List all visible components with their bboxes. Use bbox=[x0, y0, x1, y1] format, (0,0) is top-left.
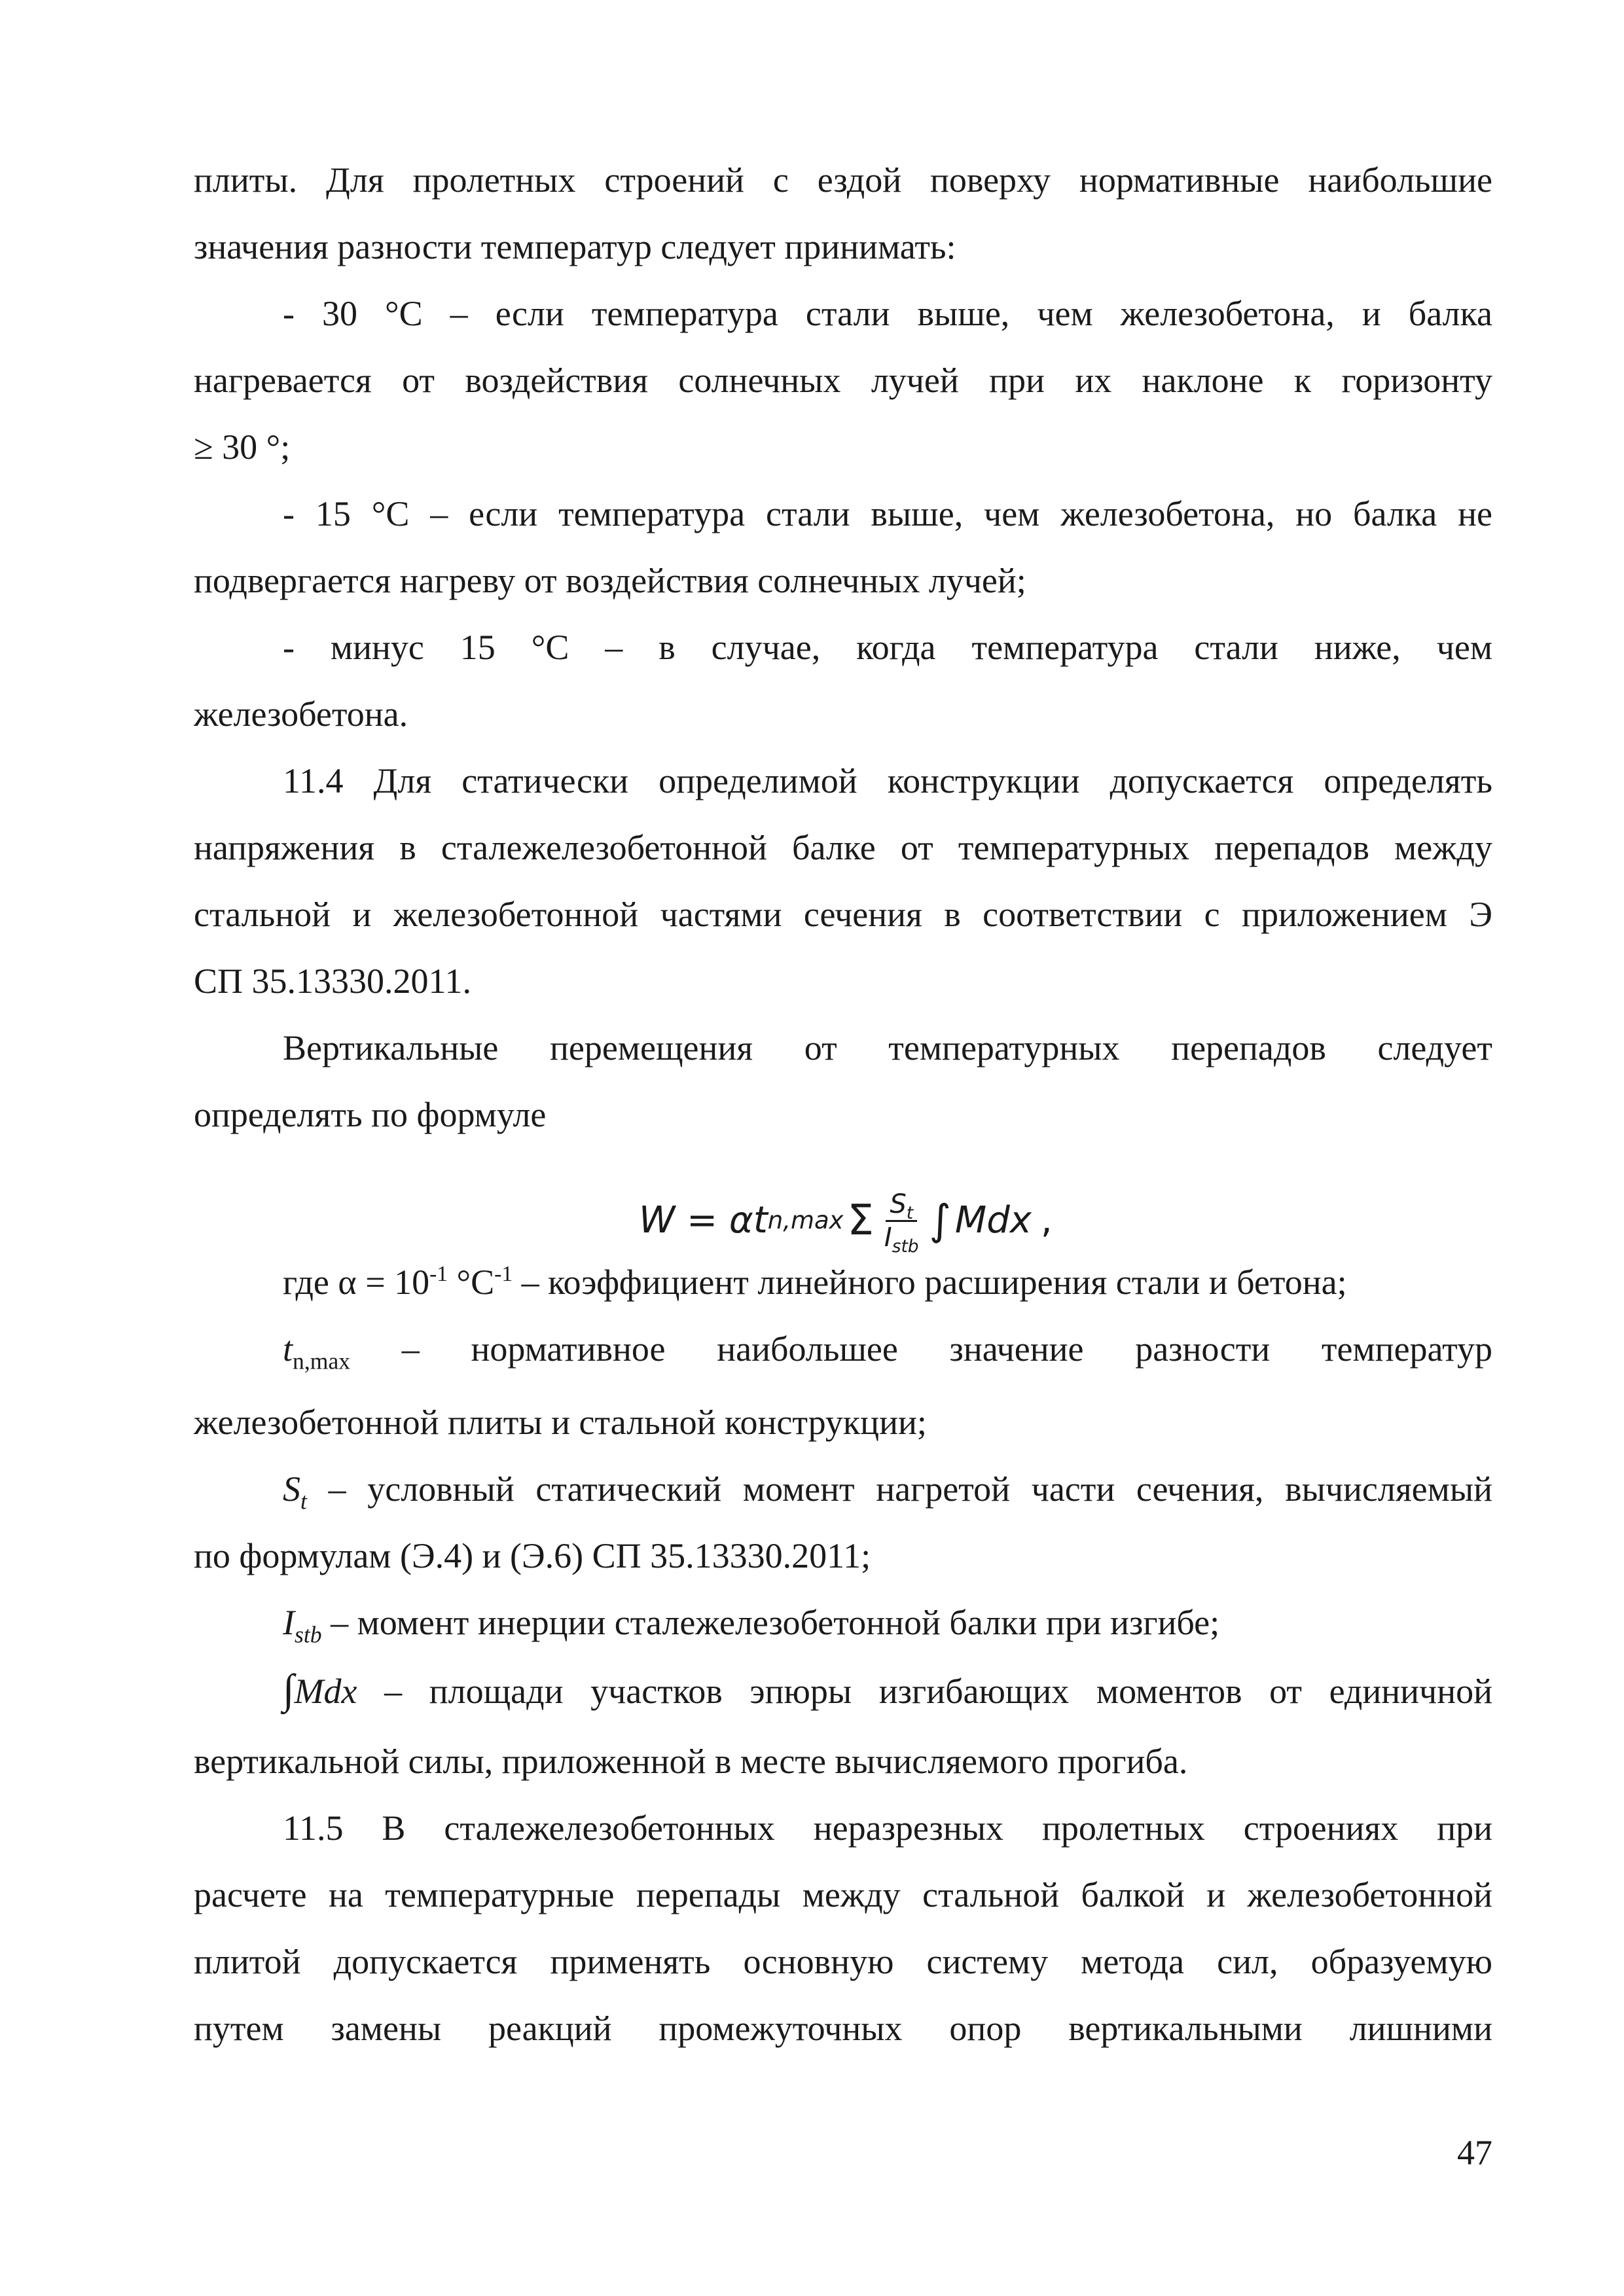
integral-definition: ∫Mdx – площади участков эпюры изгибающих моментов от единичной bbox=[283, 1666, 1492, 1712]
text-line: плиты. Для пролетных строений с ездой поверху нормативные наибольшие bbox=[194, 160, 1492, 200]
page-number: 47 bbox=[1457, 2133, 1492, 2172]
text-line: ≥ 30 °; bbox=[194, 427, 291, 467]
list-item: - 30 °С – если температура стали выше, чем железобетона, и балка bbox=[283, 294, 1492, 333]
text-line: стальной и железобетонной частями сечения в соответствии с приложением Э bbox=[194, 895, 1492, 934]
formula-den: I bbox=[884, 1222, 892, 1253]
t-definition: $t_{n,max}$ – нормативное наибольшее значение разности температур bbox=[283, 1329, 1492, 1374]
text-line: напряжения в сталежелезобетонной балке от температурных перепадов между bbox=[194, 828, 1492, 867]
text-line: вертикальной силы, приложенной в месте вычисляемого прогиба. bbox=[194, 1742, 1188, 1781]
text-line: СП 35.13330.2011. bbox=[194, 961, 472, 1001]
deflection-formula: W = α t n,max Σ $\frac{S_t}{I_{stb}}$ ∫ Mdx , bbox=[639, 1172, 1053, 1270]
text-line: Вертикальные перемещения от температурных перепадов следует bbox=[283, 1028, 1492, 1067]
list-item: - минус 15 °С – в случае, когда температура стали ниже, чем bbox=[283, 628, 1492, 667]
text-line: определять по формуле bbox=[194, 1095, 547, 1134]
formula-sum: Σ bbox=[847, 1196, 874, 1245]
text-line: по формулам (Э.4) и (Э.6) СП 35.13330.2011; bbox=[194, 1536, 871, 1575]
s-definition: $S_t$ – условный статический момент нагретой части сечения, вычисляемый bbox=[283, 1469, 1492, 1515]
list-item: - 15 °С – если температура стали выше, чем железобетона, но балка не bbox=[283, 494, 1492, 533]
formula-den-sub: stb bbox=[892, 1236, 919, 1257]
text-line: расчете на температурные перепады между стальной балкой и железобетонной bbox=[194, 1875, 1492, 1914]
section-11-4-line: 11.4 Для статически определимой конструкции допускается определять bbox=[283, 761, 1492, 800]
i-definition: $I_{stb}$ – момент инерции сталежелезобетонной балки при изгибе; bbox=[283, 1603, 1220, 1648]
formula-lhs: W = α bbox=[639, 1199, 753, 1242]
text-line: подвергается нагреву от воздействия солнечных лучей; bbox=[194, 561, 1026, 600]
text-line: путем замены реакций промежуточных опор вертикальными лишними bbox=[194, 2009, 1492, 2048]
alpha-definition: где $\alpha = 10^{-1}$ $^\circ С^{-1}$ – коэффициент линейного расширения стали и бетона; bbox=[283, 1261, 1347, 1302]
formula-integral: ∫ bbox=[929, 1196, 951, 1245]
text-line: железобетонной плиты и стальной конструкции; bbox=[194, 1403, 927, 1442]
formula-num-sub: t bbox=[906, 1202, 914, 1223]
formula-fraction bbox=[884, 1189, 919, 1257]
text-line: значения разности температур следует принимать: bbox=[194, 227, 956, 266]
text-line: нагревается от воздействия солнечных лучей при их наклоне к горизонту bbox=[194, 361, 1492, 400]
section-11-5-line: 11.5 В сталежелезобетонных неразрезных пролетных строениях при bbox=[283, 1808, 1492, 1848]
formula-t: t bbox=[753, 1199, 768, 1242]
text-line: железобетона. bbox=[194, 694, 408, 734]
formula-rest: Mdx bbox=[954, 1199, 1032, 1242]
formula-comma: , bbox=[1040, 1199, 1053, 1242]
formula-num: S bbox=[890, 1189, 907, 1219]
text-line: плитой допускается применять основную систему метода сил, образуемую bbox=[194, 1942, 1492, 1981]
